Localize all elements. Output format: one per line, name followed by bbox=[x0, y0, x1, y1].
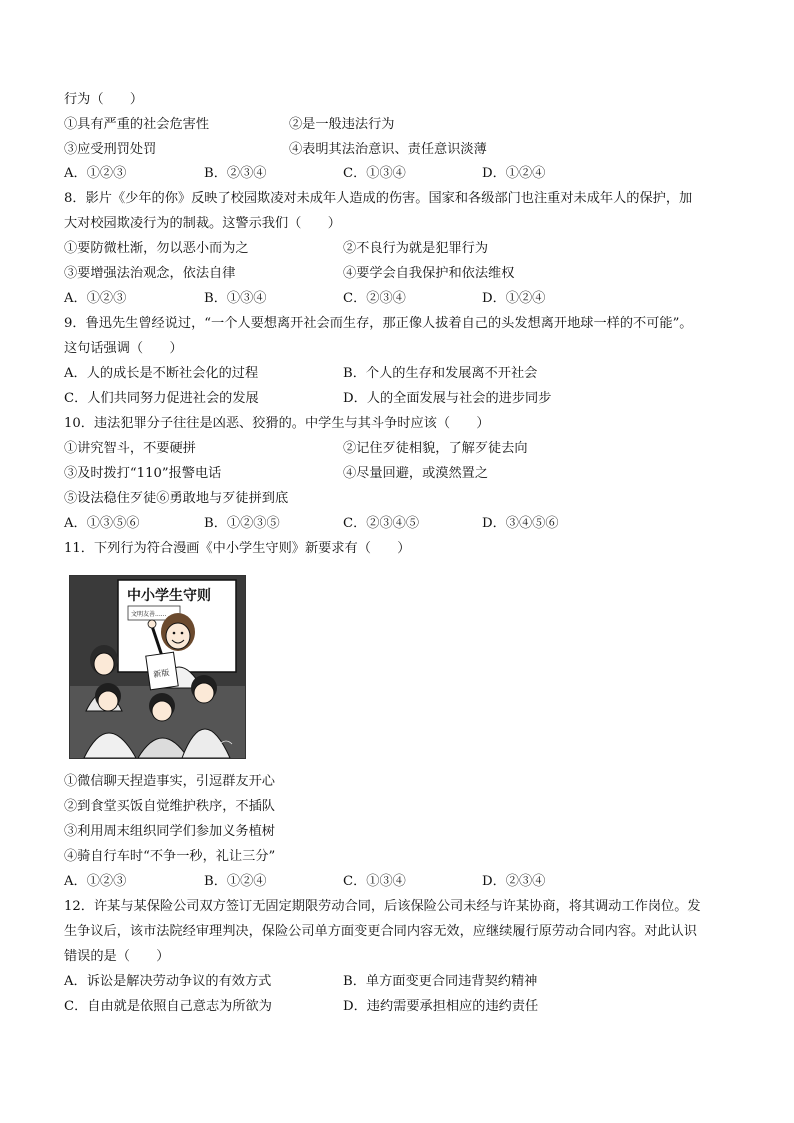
student-3-face bbox=[152, 701, 172, 721]
q10-item-4: ④尽量回避，或漠然置之 bbox=[343, 466, 489, 481]
q8-item-2: ②不良行为就是犯罪行为 bbox=[343, 241, 489, 256]
q12-option-c: C．自由就是依照自己意志为所欲为 bbox=[64, 999, 272, 1014]
q12-stem-line-2: 生争议后，该市法院经审理判决，保险公司单方面变更合同内容无效，应继续履行原劳动合同内容。对此认识 bbox=[64, 924, 697, 939]
q10-option-c: C．②③④⑤ bbox=[343, 516, 420, 531]
q11-stem: 11．下列行为符合漫画《中小学生守则》新要求有（ ） bbox=[64, 541, 411, 556]
q12-option-d: D．违约需要承担相应的违约责任 bbox=[343, 999, 539, 1014]
q9-option-d: D．人的全面发展与社会的进步同步 bbox=[343, 391, 552, 406]
q7-option-c: C．①③④ bbox=[343, 166, 406, 181]
q7-option-a: A．①②③ bbox=[64, 166, 127, 181]
q8-item-4: ④要学会自我保护和依法维权 bbox=[343, 266, 515, 281]
q9-option-c: C．人们共同努力促进社会的发展 bbox=[64, 391, 259, 406]
q10-option-d: D．③④⑤⑥ bbox=[482, 516, 559, 531]
q8-item-1: ①要防微杜渐，勿以恶小而为之 bbox=[64, 241, 249, 256]
q7-item-1: ①具有严重的社会危害性 bbox=[64, 117, 210, 132]
cartoon-illustration bbox=[70, 576, 245, 758]
q7-item-4: ④表明其法治意识、责任意识淡薄 bbox=[289, 142, 487, 157]
q11-option-a: A．①②③ bbox=[64, 874, 127, 889]
cartoon-paper-text: 文明友善...... bbox=[131, 611, 167, 618]
q10-item-5-6: ⑤设法稳住歹徒⑥勇敢地与歹徒拼到底 bbox=[64, 491, 289, 506]
q11-option-d: D．②③④ bbox=[482, 874, 546, 889]
q12-stem-line-3: 错误的是（ ） bbox=[64, 949, 170, 964]
student-1-face bbox=[94, 653, 114, 675]
teacher-face bbox=[166, 623, 190, 649]
q11-option-c: C．①③④ bbox=[343, 874, 406, 889]
q10-option-b: B．①②③⑤ bbox=[204, 516, 280, 531]
q12-stem-line-1: 12．许某与某保险公司双方签订无固定期限劳动合同，后该保险公司未经与许某协商，将其调动工作岗位。发 bbox=[64, 899, 701, 914]
q12-option-a: A．诉讼是解决劳动争议的有效方式 bbox=[64, 974, 272, 989]
student-4-face bbox=[194, 683, 214, 703]
q8-option-d: D．①②④ bbox=[482, 291, 546, 306]
q9-option-a: A．人的成长是不断社会化的过程 bbox=[64, 366, 259, 381]
q10-stem: 10．违法犯罪分子往往是凶恶、狡猾的。中学生与其斗争时应该（ ） bbox=[64, 416, 490, 431]
student-2-face bbox=[98, 691, 118, 711]
q7-stem-tail: 行为（ ） bbox=[64, 92, 144, 107]
q9-option-b: B．个人的生存和发展离不开社会 bbox=[343, 366, 538, 381]
q11-item-4: ④骑自行车时“不争一秒，礼让三分” bbox=[64, 849, 276, 864]
q11-item-2: ②到食堂买饭自觉维护秩序，不插队 bbox=[64, 799, 275, 814]
q10-item-1: ①讲究智斗，不要硬拼 bbox=[64, 441, 196, 456]
q9-stem-line-1: 9．鲁迅先生曾经说过，“一个人要想离开社会而生存，那正像人拔着自己的头发想离开地球一样的不可能”。 bbox=[64, 316, 693, 331]
q11-cartoon bbox=[69, 575, 246, 759]
q7-option-d: D．①②④ bbox=[482, 166, 546, 181]
q8-option-b: B．①③④ bbox=[204, 291, 267, 306]
q8-option-c: C．②③④ bbox=[343, 291, 406, 306]
q11-option-b: B．①②④ bbox=[204, 874, 267, 889]
q11-item-1: ①微信聊天捏造事实，引逗群友开心 bbox=[64, 774, 275, 789]
q12-option-b: B．单方面变更合同违背契约精神 bbox=[343, 974, 538, 989]
q10-item-2: ②记住歹徒相貌，了解歹徒去向 bbox=[343, 441, 528, 456]
q7-item-3: ③应受刑罚处罚 bbox=[64, 142, 157, 157]
q8-item-3: ③要增强法治观念，依法自律 bbox=[64, 266, 236, 281]
q9-stem-line-2: 这句话强调（ ） bbox=[64, 341, 183, 356]
cartoon-booklet-text: 新版 bbox=[152, 668, 170, 680]
q10-item-3: ③及时拨打“110”报警电话 bbox=[64, 466, 222, 481]
q8-option-a: A．①②③ bbox=[64, 291, 127, 306]
q11-item-3: ③利用周末组织同学们参加义务植树 bbox=[64, 824, 275, 839]
q8-stem-line-1: 8．影片《少年的你》反映了校园欺凌对未成年人造成的伤害。国家和各级部门也注重对未成年人的保护，加 bbox=[64, 191, 693, 206]
q7-option-b: B．②③④ bbox=[204, 166, 267, 181]
q7-item-2: ②是一般违法行为 bbox=[289, 117, 395, 132]
cartoon-board-title: 中小学生守则 bbox=[127, 588, 211, 604]
q8-stem-line-2: 大对校园欺凌行为的制裁。这警示我们（ ） bbox=[64, 216, 341, 231]
q10-option-a: A．①③⑤⑥ bbox=[64, 516, 140, 531]
